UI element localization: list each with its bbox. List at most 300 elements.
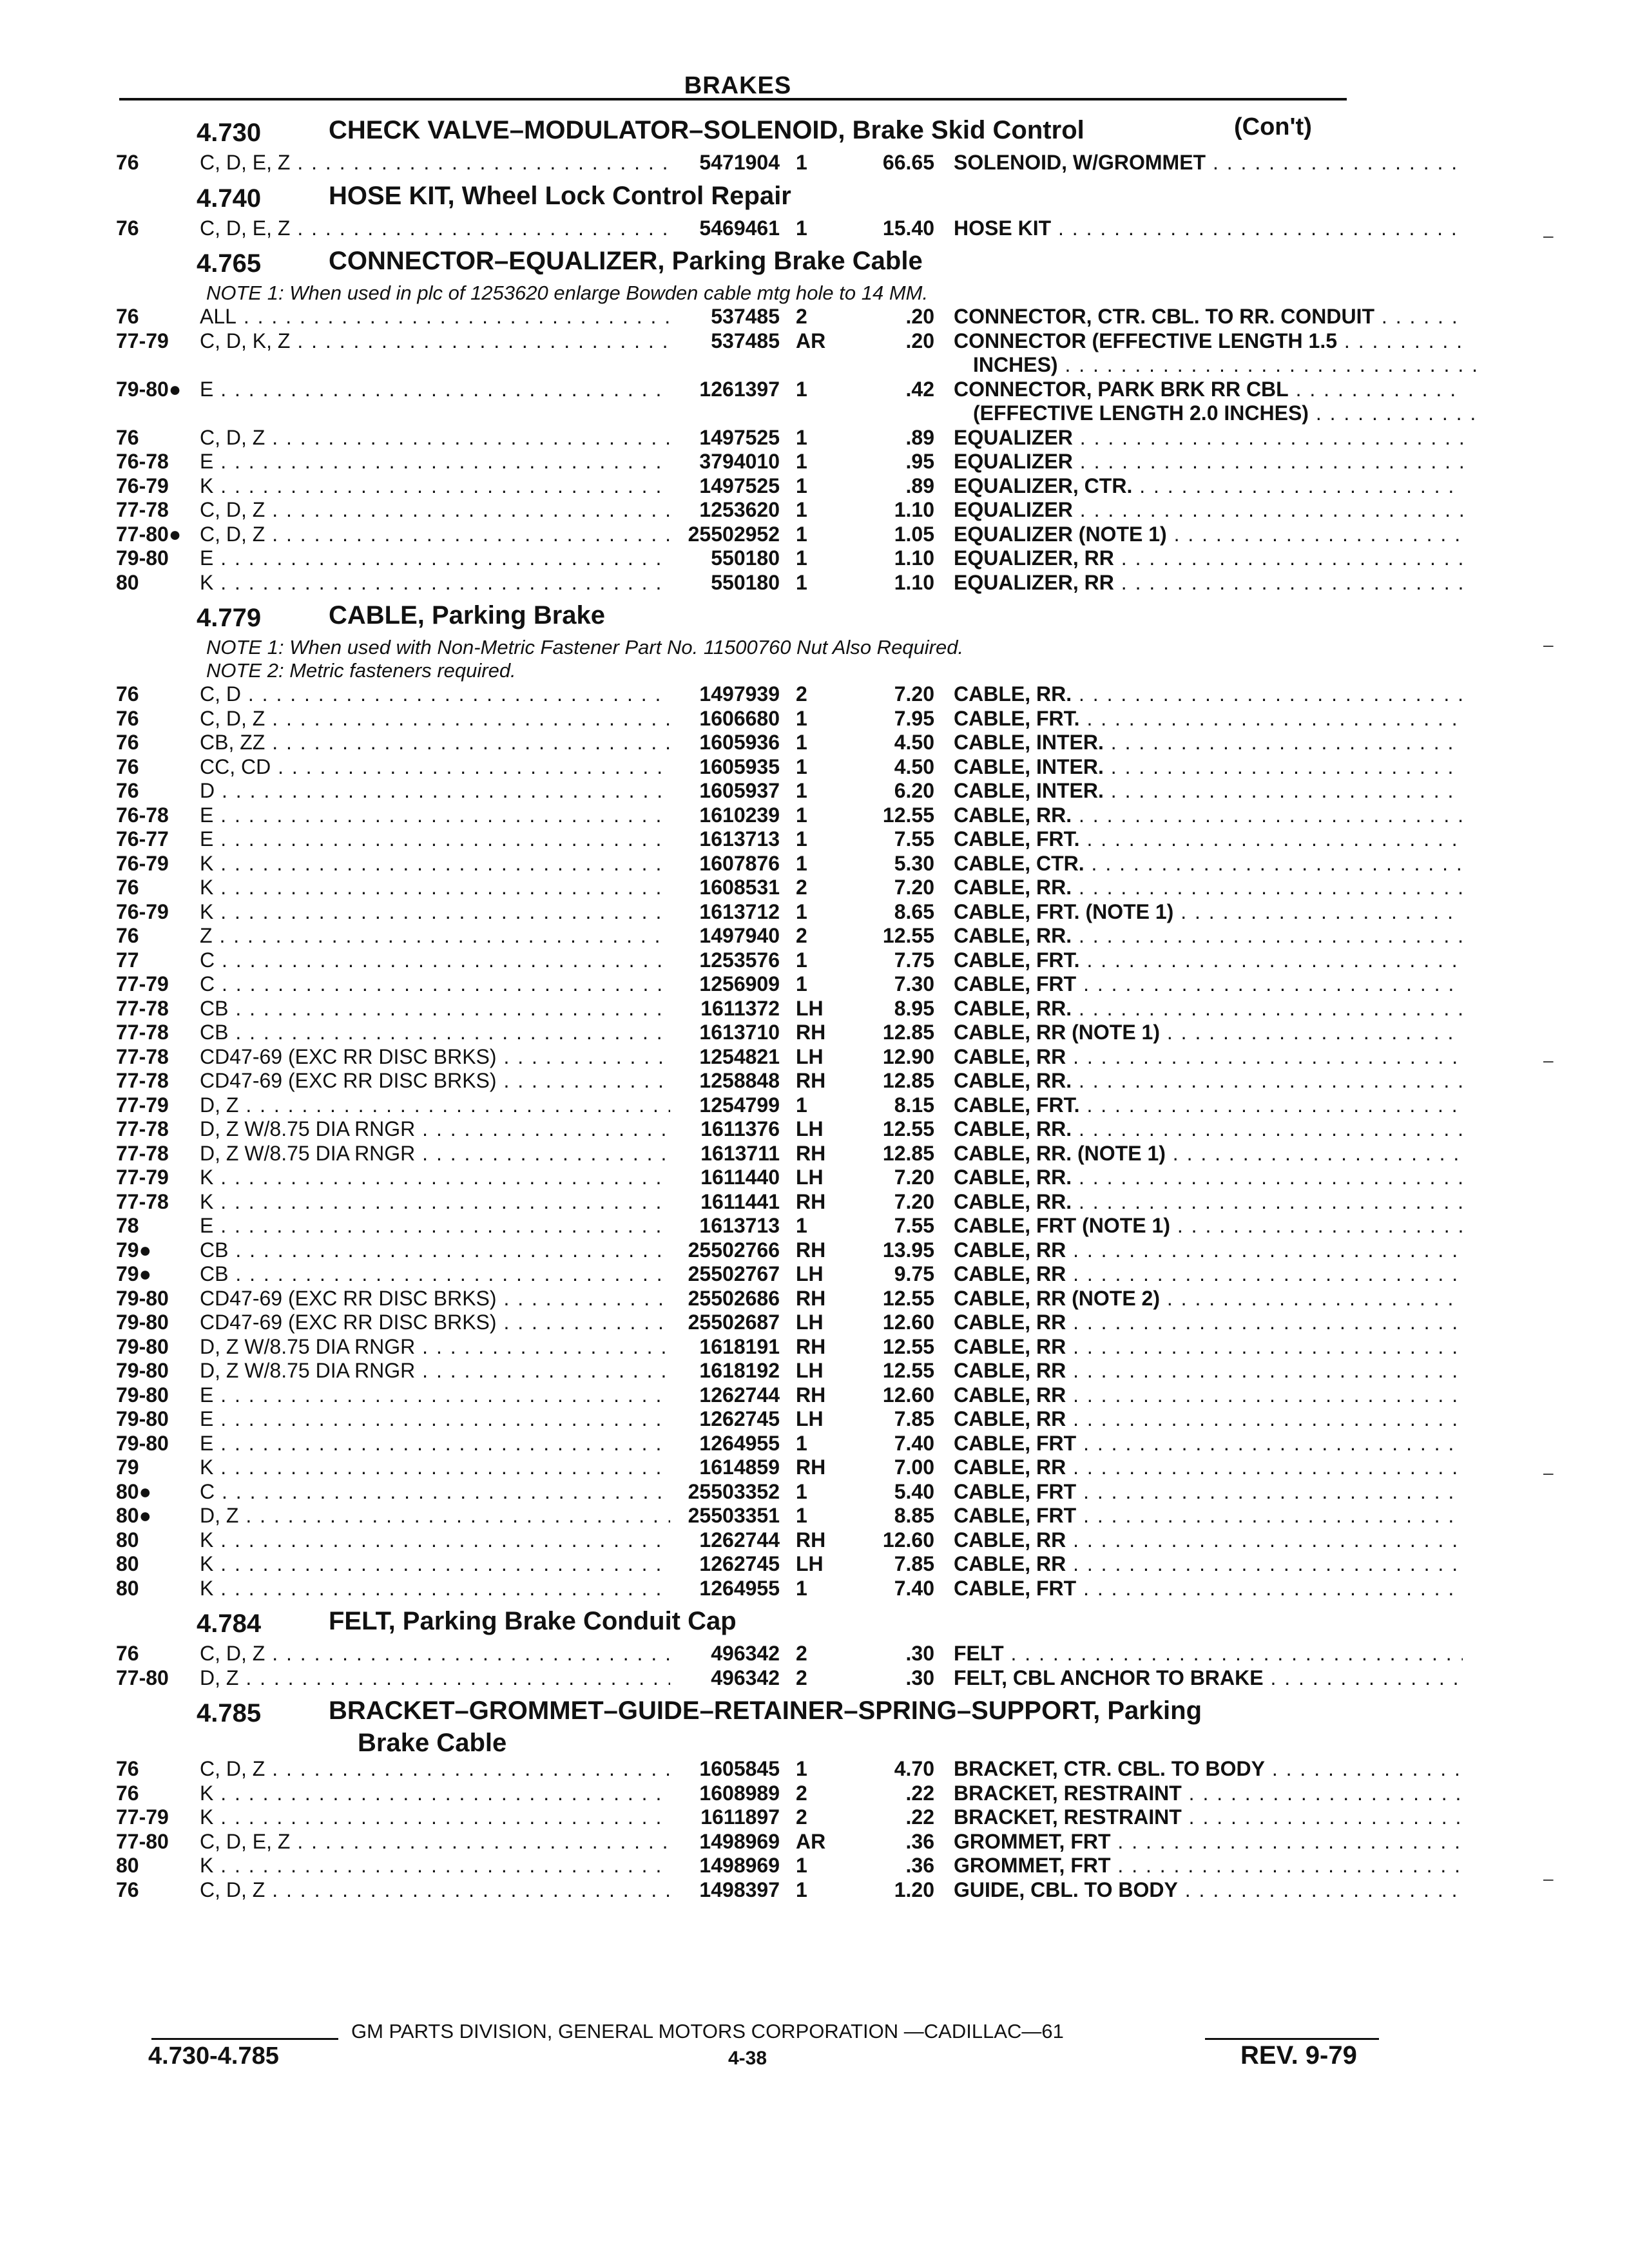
description: CABLE, RR . . . — [954, 1552, 1463, 1576]
section-continued: (Con't) — [1234, 113, 1312, 140]
part-number: 1614859 — [699, 1456, 780, 1479]
quantity: RH — [796, 1456, 826, 1479]
part-number: 1605937 — [699, 779, 780, 802]
part-number: 1611372 — [700, 996, 780, 1020]
model-code: CB . . . — [200, 997, 670, 1021]
table-row — [116, 1093, 1398, 1118]
model-code: K . . . — [200, 474, 670, 498]
model-year: 79-80 — [116, 1383, 169, 1407]
quantity: 1 — [796, 1504, 807, 1527]
table-row — [116, 1878, 1398, 1903]
quantity: 1 — [796, 570, 807, 594]
price: 7.30 — [894, 972, 934, 995]
quantity: RH — [796, 1334, 826, 1358]
table-row — [116, 450, 1398, 474]
model-year: 78 — [116, 1214, 139, 1237]
model-code: ALL . . . — [200, 305, 670, 329]
part-number: 1608989 — [699, 1781, 780, 1805]
model-code: C, D, E, Z . . . — [200, 216, 670, 240]
quantity: RH — [796, 1021, 826, 1044]
model-year: 80 — [116, 1528, 139, 1552]
price: 7.20 — [894, 1189, 934, 1213]
quantity: AR — [796, 329, 826, 352]
part-number: 25502687 — [688, 1311, 780, 1334]
section-title: HOSE KIT, Wheel Lock Control Repair — [329, 181, 791, 210]
model-year: 77-79 — [116, 1166, 169, 1189]
table-row — [116, 1287, 1398, 1311]
quantity: 1 — [796, 450, 807, 473]
table-row — [116, 329, 1398, 354]
section-4-779 — [116, 596, 1398, 1600]
description: BRACKET, CTR. CBL. TO BODY . . . — [954, 1757, 1463, 1781]
model-year: 77 — [116, 948, 139, 972]
price: 1.10 — [894, 498, 934, 521]
model-code: C, D, E, Z . . . — [200, 1830, 670, 1854]
description: CABLE, RR. . . . — [954, 682, 1463, 706]
model-year: 79-80 — [116, 1407, 169, 1430]
model-code: D . . . — [200, 779, 670, 803]
table-row — [116, 1666, 1398, 1691]
part-number: 1497525 — [699, 474, 780, 497]
table-row — [116, 1383, 1398, 1408]
table-row — [116, 1642, 1398, 1666]
description: EQUALIZER, RR . . . — [954, 546, 1463, 570]
model-code: CD47-69 (EXC RR DISC BRKS) . . . — [200, 1311, 670, 1334]
table-row — [116, 1577, 1398, 1601]
part-number: 1610239 — [699, 803, 780, 827]
quantity: 1 — [796, 851, 807, 875]
section-number: 4.730 — [197, 119, 262, 147]
model-code: D, Z W/8.75 DIA RNGR . . . — [200, 1142, 670, 1166]
section-header — [116, 596, 1398, 636]
section-title: CHECK VALVE–MODULATOR–SOLENOID, Brake Skid Control — [329, 116, 1084, 144]
quantity: 1 — [796, 425, 807, 449]
quantity: LH — [796, 1552, 824, 1575]
part-number: 1611897 — [700, 1805, 780, 1829]
note-text: NOTE 2: Metric fasteners required. — [206, 659, 516, 682]
description: EQUALIZER (NOTE 1) . . . — [954, 523, 1463, 546]
part-number: 1262744 — [699, 1528, 780, 1552]
title-rule — [119, 98, 1347, 101]
description: GROMMET, FRT . . . — [954, 1854, 1463, 1878]
description: CABLE, CTR. . . . — [954, 852, 1463, 876]
part-number: 1618191 — [699, 1334, 780, 1358]
table-row — [116, 876, 1398, 900]
table-row — [116, 755, 1398, 780]
footer-publisher: GM PARTS DIVISION, GENERAL MOTORS CORPORATION —CADILLAC—61 — [351, 2020, 1064, 2042]
price: 12.60 — [882, 1383, 934, 1407]
quantity: 2 — [796, 1642, 807, 1665]
model-year: 76-78 — [116, 803, 169, 827]
quantity: 2 — [796, 1666, 807, 1689]
model-code: C . . . — [200, 972, 670, 996]
description: CABLE, FRT. . . . — [954, 1093, 1463, 1117]
table-row — [116, 1480, 1398, 1504]
description: CABLE, INTER. . . . — [954, 779, 1463, 803]
model-code: E . . . — [200, 827, 670, 851]
price: 7.40 — [894, 1576, 934, 1600]
model-code: E . . . — [200, 1407, 670, 1431]
quantity: 1 — [796, 1479, 807, 1503]
section-header — [116, 242, 1398, 282]
table-row — [116, 852, 1398, 876]
description: CONNECTOR, PARK BRK RR CBL . . . — [954, 378, 1463, 401]
table-row — [116, 1504, 1398, 1528]
description: GROMMET, FRT . . . — [954, 1830, 1463, 1854]
table-row — [116, 731, 1398, 755]
quantity: LH — [796, 1359, 824, 1382]
description: CABLE, RR . . . — [954, 1262, 1463, 1286]
quantity: 1 — [796, 216, 807, 240]
section-title: BRACKET–GROMMET–GUIDE–RETAINER–SPRING–SUPPORT, Parking — [329, 1696, 1202, 1725]
quantity: 1 — [796, 827, 807, 850]
model-code: D, Z . . . — [200, 1504, 670, 1528]
table-row — [116, 1142, 1398, 1166]
footer-rule-left — [151, 2038, 338, 2040]
price: 8.65 — [894, 899, 934, 923]
table-row — [116, 1830, 1398, 1854]
part-number: 1254799 — [699, 1093, 780, 1117]
model-year: 80 — [116, 570, 139, 594]
table-row — [116, 1552, 1398, 1577]
description: (EFFECTIVE LENGTH 2.0 INCHES) . . . — [973, 401, 1482, 425]
model-year: 77-78 — [116, 498, 169, 521]
table-row — [116, 1117, 1398, 1142]
parts-list — [116, 111, 1398, 1903]
model-year: 77-79 — [116, 972, 169, 995]
quantity: 1 — [796, 803, 807, 827]
quantity: 1 — [796, 779, 807, 802]
section-title: CABLE, Parking Brake — [329, 601, 606, 629]
quantity: 1 — [796, 706, 807, 730]
table-row — [116, 1854, 1398, 1878]
model-year: 77-78 — [116, 1141, 169, 1165]
model-code: C, D . . . — [200, 682, 670, 706]
model-code: K . . . — [200, 900, 670, 924]
part-number: 1606680 — [699, 706, 780, 730]
description: CABLE, RR . . . — [954, 1335, 1463, 1359]
description: SOLENOID, W/GROMMET . . . — [954, 151, 1463, 175]
section-title-line2-wrap — [116, 1731, 1398, 1757]
model-year: 76 — [116, 731, 139, 754]
price: 4.50 — [894, 731, 934, 754]
table-row — [116, 1045, 1398, 1070]
part-number: 1497525 — [699, 425, 780, 449]
price: 7.40 — [894, 1431, 934, 1455]
model-code: D, Z W/8.75 DIA RNGR . . . — [200, 1117, 670, 1141]
table-row — [116, 1456, 1398, 1480]
table-row — [116, 900, 1398, 925]
model-code: K . . . — [200, 1805, 670, 1829]
price: .89 — [905, 425, 934, 449]
part-number: 1605935 — [699, 754, 780, 778]
price: 12.55 — [882, 1117, 934, 1140]
description: CABLE, RR. . . . — [954, 1166, 1463, 1189]
section-header — [116, 1691, 1398, 1731]
quantity: RH — [796, 1141, 826, 1165]
description: EQUALIZER . . . — [954, 498, 1463, 522]
model-code: D, Z . . . — [200, 1666, 670, 1690]
model-year: 76 — [116, 876, 139, 899]
price: 12.55 — [882, 1334, 934, 1358]
price: .36 — [905, 1854, 934, 1877]
table-row — [116, 707, 1398, 731]
price: 6.20 — [894, 779, 934, 802]
description: FELT, CBL ANCHOR TO BRAKE . . . — [954, 1666, 1463, 1690]
part-number: 1254821 — [699, 1044, 780, 1068]
price: .22 — [905, 1781, 934, 1805]
part-number: 25502767 — [688, 1262, 780, 1285]
quantity: 2 — [796, 305, 807, 328]
part-number: 1611440 — [700, 1166, 780, 1189]
description: CABLE, INTER. . . . — [954, 731, 1463, 754]
model-year: 77-79 — [116, 329, 169, 352]
table-row — [116, 1214, 1398, 1238]
description: CABLE, RR . . . — [954, 1311, 1463, 1334]
description: CONNECTOR (EFFECTIVE LENGTH 1.5 . . . — [954, 329, 1463, 353]
model-year: 76-78 — [116, 450, 169, 473]
section-number: 4.779 — [197, 604, 262, 632]
edge-mark: – — [1543, 1050, 1554, 1070]
table-row — [116, 1757, 1398, 1782]
price: 12.55 — [882, 803, 934, 827]
quantity: RH — [796, 1069, 826, 1092]
quantity: 1 — [796, 1576, 807, 1600]
table-row — [116, 1528, 1398, 1553]
price: 7.55 — [894, 1214, 934, 1237]
model-year: 76 — [116, 1642, 139, 1665]
model-year: 77-79 — [116, 1093, 169, 1117]
description: CABLE, RR . . . — [954, 1359, 1463, 1383]
model-code: CB . . . — [200, 1262, 670, 1286]
edge-mark: – — [1543, 226, 1554, 245]
table-row — [116, 1335, 1398, 1360]
table-row — [116, 1359, 1398, 1383]
part-number: 550180 — [711, 570, 780, 594]
part-number: 1613711 — [700, 1141, 780, 1165]
section-number: 4.784 — [197, 1610, 262, 1638]
description: CABLE, RR . . . — [954, 1456, 1463, 1479]
part-number: 1264955 — [699, 1431, 780, 1455]
description: CABLE, FRT . . . — [954, 1432, 1463, 1456]
part-number: 1613713 — [699, 827, 780, 850]
part-number: 1262744 — [699, 1383, 780, 1407]
section-title: FELT, Parking Brake Conduit Cap — [329, 1607, 737, 1635]
description: CABLE, RR . . . — [954, 1407, 1463, 1431]
part-number: 1262745 — [699, 1552, 780, 1575]
table-row — [116, 779, 1398, 803]
section-number: 4.785 — [197, 1699, 262, 1727]
part-number: 1613710 — [699, 1021, 780, 1044]
description: CABLE, FRT . . . — [954, 972, 1463, 996]
price: .20 — [905, 305, 934, 328]
price: .36 — [905, 1829, 934, 1853]
model-code: D, Z W/8.75 DIA RNGR . . . — [200, 1335, 670, 1359]
price: 12.85 — [882, 1021, 934, 1044]
section-note — [116, 636, 1398, 659]
edge-mark: – — [1543, 1463, 1554, 1483]
quantity: 1 — [796, 731, 807, 754]
quantity: 1 — [796, 498, 807, 521]
price: 7.85 — [894, 1552, 934, 1575]
part-number: 1608531 — [699, 876, 780, 899]
table-row — [116, 1407, 1398, 1432]
part-number: 1607876 — [699, 851, 780, 875]
model-code: E . . . — [200, 803, 670, 827]
model-year: 76 — [116, 924, 139, 947]
model-code: E . . . — [200, 1432, 670, 1456]
part-number: 1261397 — [699, 377, 780, 401]
description: CABLE, RR. . . . — [954, 1069, 1463, 1093]
model-code: C, D, Z . . . — [200, 523, 670, 546]
model-year: 76 — [116, 706, 139, 730]
page-title: BRAKES — [684, 72, 792, 99]
model-code: K . . . — [200, 1190, 670, 1214]
price: 7.75 — [894, 948, 934, 972]
table-row — [116, 1190, 1398, 1215]
model-year: 79-80 — [116, 1286, 169, 1310]
quantity: LH — [796, 996, 824, 1020]
section-4-730 — [116, 111, 1398, 175]
price: 7.20 — [894, 682, 934, 706]
model-year: 80 — [116, 1854, 139, 1877]
quantity: 2 — [796, 682, 807, 706]
quantity: 1 — [796, 1431, 807, 1455]
part-number: 1611441 — [700, 1189, 780, 1213]
price: 8.85 — [894, 1504, 934, 1527]
table-row — [116, 972, 1398, 997]
part-number: 496342 — [711, 1666, 780, 1689]
quantity: 1 — [796, 1757, 807, 1780]
price: 7.20 — [894, 1166, 934, 1189]
table-row — [116, 997, 1398, 1021]
part-number: 1498969 — [699, 1829, 780, 1853]
table-row — [116, 924, 1398, 948]
quantity: 1 — [796, 972, 807, 995]
model-code: C . . . — [200, 948, 670, 972]
model-code: E . . . — [200, 450, 670, 474]
model-code: K . . . — [200, 1166, 670, 1189]
model-year: 76 — [116, 754, 139, 778]
footer-page-number: 4-38 — [728, 2048, 767, 2069]
model-code: C, D, K, Z . . . — [200, 329, 670, 353]
model-year: 77-78 — [116, 1044, 169, 1068]
table-row — [116, 1166, 1398, 1190]
description: CABLE, RR . . . — [954, 1045, 1463, 1069]
section-note — [116, 282, 1398, 305]
part-number: 1497939 — [699, 682, 780, 706]
model-year: 77-78 — [116, 996, 169, 1020]
model-year: 76 — [116, 425, 139, 449]
table-row — [116, 1782, 1398, 1806]
description: CABLE, FRT . . . — [954, 1480, 1463, 1504]
model-year: 77-78 — [116, 1069, 169, 1092]
price: 1.20 — [894, 1878, 934, 1901]
model-code: K . . . — [200, 571, 670, 595]
table-row — [116, 474, 1398, 499]
description: EQUALIZER, RR . . . — [954, 571, 1463, 595]
table-row — [116, 948, 1398, 973]
edge-mark: – — [1543, 1869, 1554, 1888]
model-year: 79-80 — [116, 1359, 169, 1382]
part-number: 1264955 — [699, 1576, 780, 1600]
part-number: 1618192 — [699, 1359, 780, 1382]
model-code: C, D, Z . . . — [200, 1757, 670, 1781]
table-row-continuation — [116, 353, 1398, 378]
quantity: 1 — [796, 948, 807, 972]
model-code: C, D, Z . . . — [200, 1878, 670, 1902]
part-number: 1605936 — [699, 731, 780, 754]
part-number: 5469461 — [699, 216, 780, 240]
price: 8.15 — [894, 1093, 934, 1117]
model-year: 79● — [116, 1262, 151, 1285]
model-code: E . . . — [200, 1383, 670, 1407]
quantity: 1 — [796, 474, 807, 497]
price: 7.95 — [894, 706, 934, 730]
model-year: 79 — [116, 1456, 139, 1479]
description: CABLE, FRT. . . . — [954, 707, 1463, 731]
quantity: 1 — [796, 899, 807, 923]
price: .30 — [905, 1666, 934, 1689]
section-title: CONNECTOR–EQUALIZER, Parking Brake Cable — [329, 247, 923, 275]
price: 13.95 — [882, 1238, 934, 1262]
model-code: C, D, E, Z . . . — [200, 151, 670, 175]
quantity: 2 — [796, 1805, 807, 1829]
footer-revision: REV. 9-79 — [1240, 2041, 1357, 2070]
model-year: 80● — [116, 1479, 151, 1503]
part-number: 1605845 — [699, 1757, 780, 1780]
price: 1.10 — [894, 570, 934, 594]
model-year: 76 — [116, 1781, 139, 1805]
table-row — [116, 1069, 1398, 1093]
model-code: C, D, Z . . . — [200, 1642, 670, 1666]
model-year: 79● — [116, 1238, 151, 1262]
model-year: 76 — [116, 779, 139, 802]
description: CABLE, FRT. . . . — [954, 948, 1463, 972]
model-code: K . . . — [200, 1552, 670, 1576]
section-header — [116, 177, 1398, 216]
quantity: 1 — [796, 1093, 807, 1117]
model-year: 79-80● — [116, 377, 182, 401]
model-year: 76 — [116, 1757, 139, 1780]
edge-mark: – — [1543, 635, 1554, 655]
model-year: 80 — [116, 1576, 139, 1600]
description: CABLE, RR. . . . — [954, 803, 1463, 827]
table-row — [116, 1021, 1398, 1045]
description: HOSE KIT . . . — [954, 216, 1463, 240]
model-year: 76 — [116, 305, 139, 328]
price: 12.60 — [882, 1528, 934, 1552]
quantity: 1 — [796, 546, 807, 570]
description: EQUALIZER . . . — [954, 450, 1463, 474]
part-number: 25502686 — [688, 1286, 780, 1310]
model-year: 79-80 — [116, 546, 169, 570]
section-number: 4.765 — [197, 249, 262, 278]
model-year: 79-80 — [116, 1431, 169, 1455]
part-number: 25503351 — [688, 1504, 780, 1527]
description: INCHES) . . . — [973, 353, 1482, 377]
model-code: D, Z . . . — [200, 1093, 670, 1117]
table-row — [116, 1262, 1398, 1287]
section-4-765 — [116, 242, 1398, 595]
part-number: 5471904 — [699, 151, 780, 174]
description: GUIDE, CBL. TO BODY . . . — [954, 1878, 1463, 1902]
part-number: 1498397 — [699, 1878, 780, 1901]
model-code: CB . . . — [200, 1021, 670, 1044]
price: .22 — [905, 1805, 934, 1829]
description: EQUALIZER, CTR. . . . — [954, 474, 1463, 498]
price: 1.05 — [894, 522, 934, 546]
